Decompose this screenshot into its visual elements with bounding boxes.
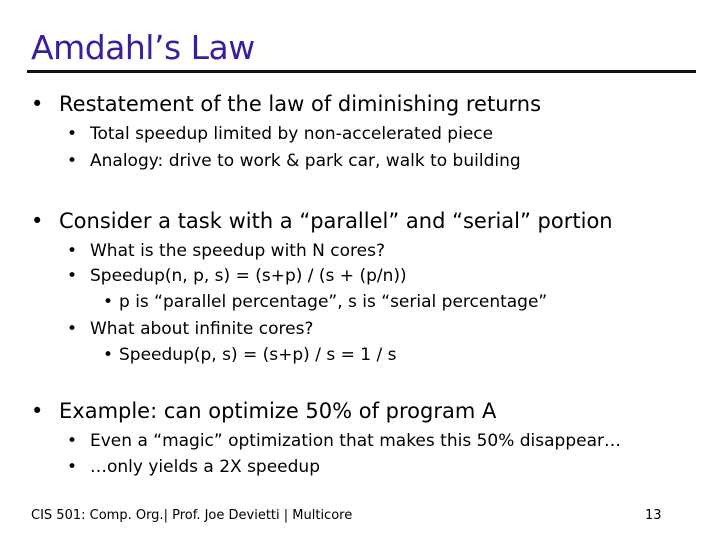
sub-bullet	[67, 266, 407, 286]
title-divider	[27, 70, 696, 73]
sub-sub-bullet-text: Speedup(p, s) = (s+p) / s = 1 / s	[119, 345, 397, 365]
sub-sub-bullet	[103, 292, 547, 312]
bullet-consider-task	[31, 209, 613, 233]
sub-bullet-text: What about infinite cores?	[90, 319, 314, 339]
sub-bullet	[67, 457, 320, 477]
sub-sub-bullet-dot: •	[103, 292, 114, 312]
sub-bullet	[67, 431, 621, 451]
sub-bullet	[67, 319, 313, 339]
bullet-text: Consider a task with a “parallel” and “serial” portion	[59, 209, 613, 233]
sub-bullet-text: Analogy: drive to work & park car, walk to building	[90, 151, 521, 171]
sub-sub-bullet	[103, 345, 396, 365]
sub-bullet-dot: •	[67, 151, 78, 171]
sub-bullet-dot: •	[67, 319, 78, 339]
sub-bullet-text: What is the speedup with N cores?	[90, 241, 385, 261]
sub-bullet	[67, 124, 493, 144]
page-number: 13	[645, 508, 662, 523]
sub-sub-bullet-text: p is “parallel percentage”, s is “serial percentage”	[119, 292, 548, 312]
sub-bullet-dot: •	[67, 266, 78, 286]
bullet-dot: •	[31, 399, 44, 423]
bullet-example	[31, 399, 496, 423]
bullet-text: Restatement of the law of diminishing returns	[59, 92, 542, 116]
sub-bullet	[67, 151, 521, 171]
sub-bullet-dot: •	[67, 431, 78, 451]
bullet-text: Example: can optimize 50% of program A	[59, 399, 497, 423]
sub-bullet-dot: •	[67, 241, 78, 261]
sub-bullet-text: …only yields a 2X speedup	[90, 457, 320, 477]
page-title: Amdahl’s Law	[31, 28, 255, 67]
sub-bullet-dot: •	[67, 124, 78, 144]
bullet-dot: •	[31, 92, 44, 116]
sub-bullet-dot: •	[67, 457, 78, 477]
sub-bullet-text: Speedup(n, p, s) = (s+p) / (s + (p/n))	[90, 266, 407, 286]
sub-bullet-text: Total speedup limited by non-accelerated piece	[90, 124, 494, 144]
slide-footer: CIS 501: Comp. Org.| Prof. Joe Devietti | Multicore	[31, 508, 353, 523]
sub-bullet-text: Even a “magic” optimization that makes this 50% disappear…	[90, 431, 622, 451]
sub-bullet	[67, 241, 385, 261]
sub-sub-bullet-dot: •	[103, 345, 114, 365]
bullet-dot: •	[31, 209, 44, 233]
bullet-restatement	[31, 92, 541, 116]
